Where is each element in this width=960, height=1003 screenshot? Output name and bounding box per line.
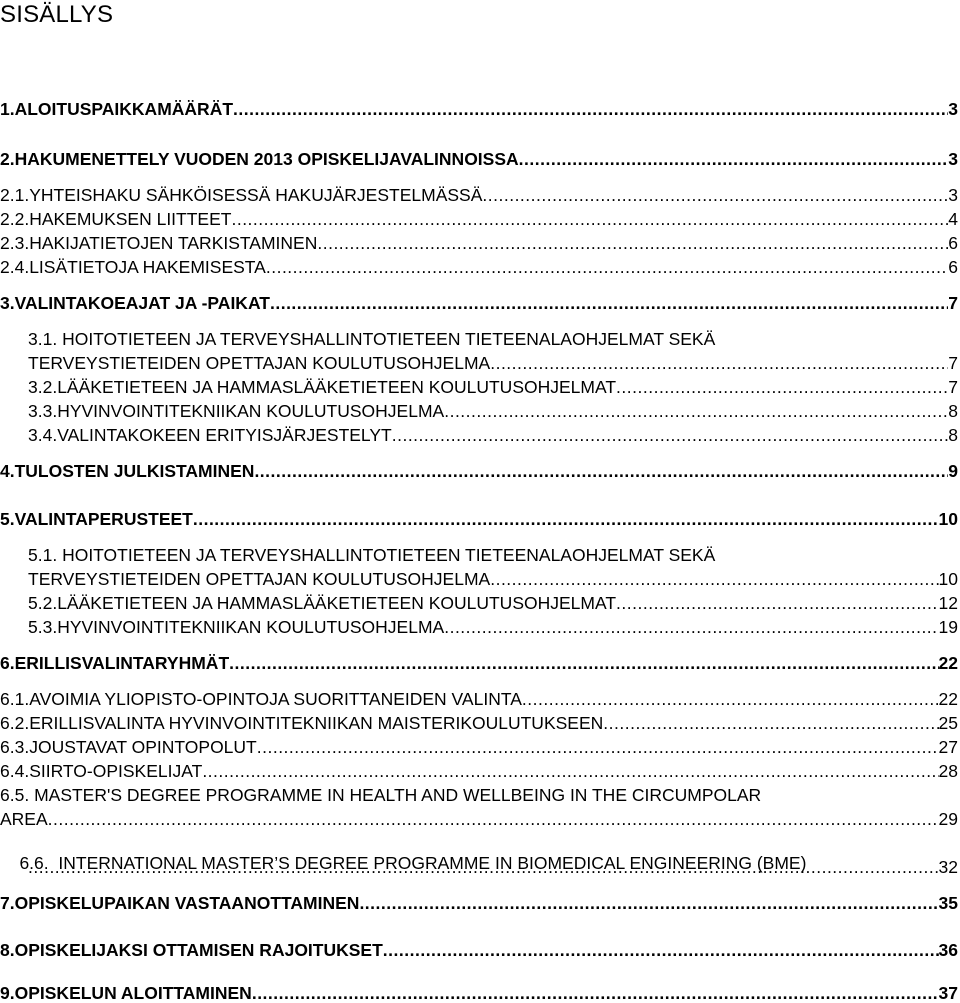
toc-entry-label: OPISKELUN ALOITTAMINEN — [14, 983, 252, 1003]
toc-entry-label-line1: HOITOTIETEEN JA TERVEYSHALLINTOTIETEEN TIETEENALAOHJELMAT SEKÄ — [62, 329, 716, 349]
toc-entry-label: LISÄTIETOJA HAKEMISESTA — [29, 257, 266, 277]
toc-page-number: 7 — [948, 293, 958, 313]
toc-entry-number: 6.6. — [19, 853, 54, 873]
toc-entry-5-3[interactable] — [28, 617, 958, 637]
toc-dot-leader — [490, 353, 948, 373]
toc-entry-number: 6.5. — [0, 785, 35, 805]
toc-dot-leader — [252, 983, 939, 1003]
toc-page-number: 19 — [938, 617, 958, 637]
toc-dot-leader — [522, 689, 939, 709]
toc-entry-number: 3.3. — [28, 401, 58, 421]
toc-page-number: 22 — [938, 689, 958, 709]
toc-entry-label: ERILLISVALINTARYHMÄT — [14, 653, 230, 673]
toc-dot-leader — [48, 809, 939, 829]
toc-page-number: 8 — [948, 425, 958, 445]
toc-dot-leader — [482, 185, 948, 205]
toc-entry-number: 5.3. — [28, 617, 58, 637]
toc-dot-leader — [231, 209, 948, 229]
toc-page-number: 36 — [938, 940, 958, 960]
toc-entry-6-6[interactable] — [28, 857, 958, 877]
toc-entry-number: 5.2. — [28, 593, 58, 613]
toc-dot-leader — [603, 713, 938, 733]
toc-page-number: 3 — [948, 149, 958, 169]
toc-entry-label-line1: INTERNATIONAL MASTER’S DEGREE PROGRAMME IN BIOMEDICAL ENGINEERING (BME) — [53, 853, 807, 873]
toc-page-number: 28 — [938, 761, 958, 781]
toc-entry-number: 4. — [0, 461, 15, 481]
toc-entry-number: 3.1. — [28, 329, 63, 349]
toc-entry-number: 2. — [0, 149, 15, 169]
toc-entry-number: 9. — [0, 983, 15, 1003]
toc-entry-6-4[interactable] — [0, 761, 958, 781]
toc-entry-3-1[interactable] — [28, 353, 958, 373]
toc-entry-6-5[interactable] — [0, 809, 958, 829]
toc-page-number: 27 — [938, 737, 958, 757]
toc-entry-number: 6.4. — [0, 761, 30, 781]
toc-entry-3-4[interactable] — [28, 425, 958, 445]
toc-entry-label-line1: MASTER'S DEGREE PROGRAMME IN HEALTH AND WELLBEING IN THE CIRCUMPOLAR — [34, 785, 762, 805]
toc-dot-leader — [392, 425, 949, 445]
toc-entry-label: ALOITUSPAIKKAMÄÄRÄT — [14, 99, 234, 119]
toc-entry-label: TERVEYSTIETEIDEN OPETTAJAN KOULUTUSOHJELMA — [28, 353, 491, 373]
toc-entry-label: HYVINVOINTITEKNIIKAN KOULUTUSOHJELMA — [57, 617, 445, 637]
toc-dot-leader — [317, 233, 948, 253]
toc-entry-label: YHTEISHAKU SÄHKÖISESSÄ HAKUJÄRJESTELMÄSSÄ — [29, 185, 483, 205]
toc-entry-2-2[interactable] — [0, 209, 958, 229]
toc-entry-number: 6.3. — [0, 737, 30, 757]
toc-page-number: 32 — [938, 857, 958, 877]
toc-page-number: 29 — [938, 809, 958, 829]
toc-entry-2-1[interactable] — [0, 185, 958, 205]
toc-dot-leader — [254, 461, 948, 481]
toc-entry-label: ERILLISVALINTA HYVINVOINTITEKNIIKAN MAISTERIKOULUTUKSEEN — [29, 713, 604, 733]
toc-page-number: 22 — [938, 653, 958, 673]
toc-entry-number: 8. — [0, 940, 15, 960]
toc-entry-6[interactable] — [0, 653, 958, 673]
toc-entry-3-1-line1[interactable] — [28, 329, 715, 349]
toc-entry-6-3[interactable] — [0, 737, 958, 757]
toc-entry-2-3[interactable] — [0, 233, 958, 253]
toc-entry-label: OPISKELUPAIKAN VASTAANOTTAMINEN — [14, 893, 360, 913]
toc-entry-6-2[interactable] — [0, 713, 958, 733]
toc-page-number: 35 — [938, 893, 958, 913]
toc-entry-label: OPISKELIJAKSI OTTAMISEN RAJOITUKSET — [14, 940, 383, 960]
toc-entry-number: 6.1. — [0, 689, 30, 709]
toc-dot-leader — [519, 149, 949, 169]
toc-entry-5-1[interactable] — [28, 569, 958, 589]
toc-dot-leader — [359, 893, 938, 913]
toc-dot-leader — [616, 593, 938, 613]
toc-dot-leader — [490, 569, 938, 589]
toc-entry-1[interactable] — [0, 99, 958, 119]
toc-entry-5-1-line1[interactable] — [28, 545, 715, 565]
toc-entry-number: 2.4. — [0, 257, 30, 277]
toc-page-number: 9 — [948, 461, 958, 481]
toc-entry-8[interactable] — [0, 940, 958, 960]
toc-entry-number: 2.3. — [0, 233, 30, 253]
toc-entry-number: 5.1. — [28, 545, 63, 565]
toc-dot-leader — [202, 761, 938, 781]
toc-entry-3[interactable] — [0, 293, 958, 313]
toc-dot-leader — [266, 257, 948, 277]
toc-page-number: 7 — [948, 353, 958, 373]
toc-dot-leader — [616, 377, 948, 397]
toc-page-number: 10 — [938, 509, 958, 529]
toc-page-number: 8 — [948, 401, 958, 421]
toc-entry-7[interactable] — [0, 893, 958, 913]
toc-page-number: 37 — [938, 983, 958, 1003]
toc-entry-label: HAKEMUKSEN LIITTEET — [29, 209, 232, 229]
toc-entry-5[interactable] — [0, 509, 958, 529]
toc-page-number: 3 — [948, 185, 958, 205]
toc-entry-label: AVOIMIA YLIOPISTO-OPINTOJA SUORITTANEIDEN VALINTA — [29, 689, 522, 709]
toc-entry-number: 1. — [0, 99, 15, 119]
toc-entry-3-2[interactable] — [28, 377, 958, 397]
toc-entry-label: VALINTAKOEAJAT JA -PAIKAT — [14, 293, 270, 313]
toc-page-number: 3 — [948, 99, 958, 119]
toc-entry-6-1[interactable] — [0, 689, 958, 709]
toc-entry-number: 5. — [0, 509, 15, 529]
toc-entry-label: AREA — [0, 809, 48, 829]
toc-entry-number: 2.1. — [0, 185, 30, 205]
toc-page-number: 25 — [938, 713, 958, 733]
toc-entry-number: 3. — [0, 293, 15, 313]
toc-entry-label: HYVINVOINTITEKNIIKAN KOULUTUSOHJELMA — [57, 401, 445, 421]
toc-page-number: 6 — [948, 257, 958, 277]
toc-dot-leader — [383, 940, 939, 960]
toc-entry-number: 3.2. — [28, 377, 58, 397]
toc-entry-label: TERVEYSTIETEIDEN OPETTAJAN KOULUTUSOHJELMA — [28, 569, 491, 589]
toc-dot-leader — [444, 617, 938, 637]
toc-entry-label: LÄÄKETIETEEN JA HAMMASLÄÄKETIETEEN KOULUTUSOHJELMAT — [57, 377, 617, 397]
toc-entry-5-2[interactable] — [28, 593, 958, 613]
toc-entry-2-4[interactable] — [0, 257, 958, 277]
toc-entry-label: TULOSTEN JULKISTAMINEN — [14, 461, 255, 481]
toc-entry-label: VALINTAPERUSTEET — [14, 509, 193, 529]
toc-entry-number: 6.2. — [0, 713, 30, 733]
toc-entry-label: SIIRTO-OPISKELIJAT — [29, 761, 203, 781]
toc-dot-leader — [28, 857, 939, 877]
toc-dot-leader — [229, 653, 938, 673]
toc-page-number: 12 — [938, 593, 958, 613]
toc-page-number: 4 — [948, 209, 958, 229]
toc-page-number: 6 — [948, 233, 958, 253]
toc-entry-number: 3.4. — [28, 425, 58, 445]
toc-page-number: 7 — [948, 377, 958, 397]
toc-entry-number: 2.2. — [0, 209, 30, 229]
toc-entry-number: 7. — [0, 893, 15, 913]
page-title: SISÄLLYS — [0, 1, 114, 28]
toc-entry-9[interactable] — [0, 983, 958, 1003]
toc-entry-label: HAKUMENETTELY VUODEN 2013 OPISKELIJAVALINNOISSA — [14, 149, 519, 169]
toc-entry-6-5-line1[interactable] — [0, 785, 761, 805]
toc-entry-number: 6. — [0, 653, 15, 673]
toc-dot-leader — [257, 737, 939, 757]
toc-dot-leader — [270, 293, 948, 313]
toc-dot-leader — [233, 99, 948, 119]
toc-dot-leader — [193, 509, 939, 529]
toc-page-number: 10 — [938, 569, 958, 589]
toc-entry-3-3[interactable] — [28, 401, 958, 421]
toc-dot-leader — [444, 401, 948, 421]
toc-entry-label: HAKIJATIETOJEN TARKISTAMINEN — [29, 233, 318, 253]
toc-entry-4[interactable] — [0, 461, 958, 481]
toc-entry-label: JOUSTAVAT OPINTOPOLUT — [29, 737, 257, 757]
toc-entry-label: LÄÄKETIETEEN JA HAMMASLÄÄKETIETEEN KOULUTUSOHJELMAT — [57, 593, 617, 613]
toc-entry-label: VALINTAKOKEEN ERITYISJÄRJESTELYT — [57, 425, 392, 445]
toc-entry-label-line1: HOITOTIETEEN JA TERVEYSHALLINTOTIETEEN TIETEENALAOHJELMAT SEKÄ — [62, 545, 716, 565]
toc-entry-2[interactable] — [0, 149, 958, 169]
